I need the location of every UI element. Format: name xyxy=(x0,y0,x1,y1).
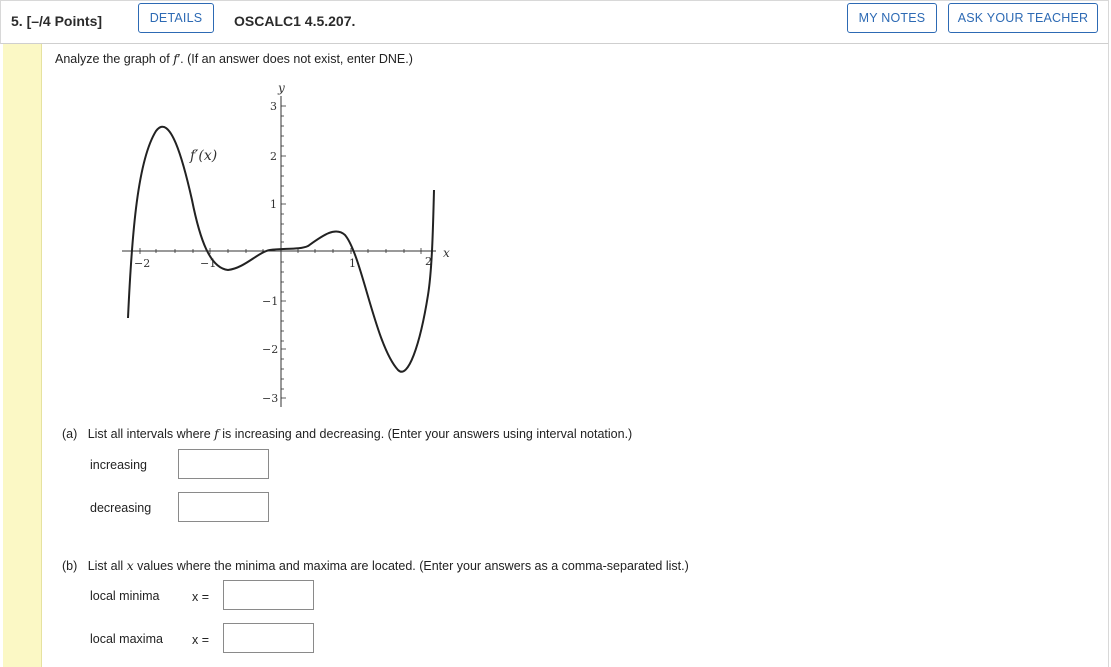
ask-your-teacher-button[interactable]: ASK YOUR TEACHER xyxy=(948,3,1098,33)
part-a-letter: (a) xyxy=(62,427,78,441)
local-minima-label: local minima xyxy=(90,589,160,603)
part-b-text-before: List all xyxy=(87,559,127,573)
question-id: OSCALC1 4.5.207. xyxy=(234,13,356,29)
local-maxima-input[interactable] xyxy=(223,623,314,653)
part-a-text-before: List all intervals where xyxy=(87,427,215,441)
y-tick-label: 1 xyxy=(270,198,277,211)
decreasing-input[interactable] xyxy=(178,492,269,522)
curve-label: f′(x) xyxy=(190,148,218,164)
part-a-function: f xyxy=(214,426,219,441)
x-tick-label: 2 xyxy=(425,255,432,268)
y-axis-label: y xyxy=(278,81,285,95)
my-notes-button[interactable]: MY NOTES xyxy=(847,3,937,33)
local-maxima-label: local maxima xyxy=(90,632,163,646)
local-minima-input[interactable] xyxy=(223,580,314,610)
x-tick-label: −1 xyxy=(200,257,217,270)
prompt-prime: ′ xyxy=(177,52,181,66)
x-tick-label: −2 xyxy=(134,257,151,270)
y-tick-label: −1 xyxy=(262,295,279,308)
x-tick-label: 1 xyxy=(349,257,356,270)
details-button[interactable]: DETAILS xyxy=(138,3,214,33)
part-b-question xyxy=(62,558,689,573)
part-a-text-after: is increasing and decreasing. (Enter your answers using interval notation.) xyxy=(218,427,633,441)
increasing-input[interactable] xyxy=(178,449,269,479)
part-b-letter: (b) xyxy=(62,559,78,573)
y-tick-label: 2 xyxy=(270,150,277,163)
y-tick-label: −2 xyxy=(262,343,279,356)
prompt-text-after: . (If an answer does not exist, enter DNE.) xyxy=(180,52,413,66)
y-tick-label: 3 xyxy=(270,100,277,113)
prompt-function: f xyxy=(173,51,178,66)
prompt-text-before: Analyze the graph of xyxy=(55,52,174,66)
y-tick-label: −3 xyxy=(262,392,279,405)
part-a-question xyxy=(62,426,632,441)
increasing-label: increasing xyxy=(90,458,147,472)
x-equals-label: x = xyxy=(192,633,210,647)
part-b-text-after: values where the minima and maxima are located. (Enter your answers as a comma-separated list.) xyxy=(133,559,689,573)
x-equals-label: x = xyxy=(192,590,210,604)
question-number: 5. [–/4 Points] xyxy=(11,13,103,29)
decreasing-label: decreasing xyxy=(90,501,152,515)
part-b-variable: x xyxy=(126,558,134,573)
x-axis-label: x xyxy=(443,246,450,260)
